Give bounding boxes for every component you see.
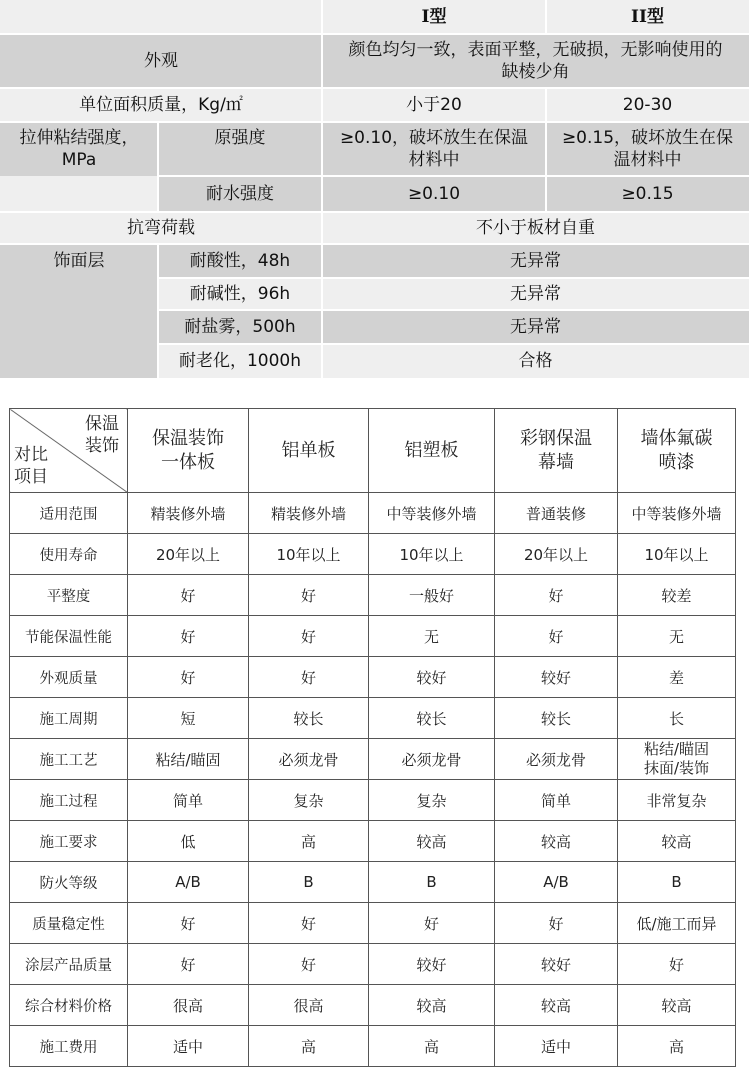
table-cell: 好 [369, 903, 495, 944]
column-header: 铝塑板 [369, 409, 495, 493]
comparison-table [9, 408, 736, 1067]
table-cell: 适中 [495, 1026, 618, 1067]
spec-tensile-blank [0, 176, 158, 212]
table-cell: 较长 [495, 698, 618, 739]
spec-grid-line [321, 0, 323, 378]
row-label: 平整度 [10, 575, 128, 616]
table-cell: 10年以上 [249, 534, 369, 575]
spec-header-type1: I型 [322, 0, 546, 34]
spec-tensile-label: 拉伸粘结强度，MPa [0, 122, 158, 176]
row-label: 适用范围 [10, 493, 128, 534]
spec-bending-value: 不小于板材自重 [322, 212, 749, 244]
spec-grid-line [158, 277, 749, 279]
spec-finish-label: 饰面层 [0, 244, 158, 378]
table-cell: A/B [495, 862, 618, 903]
spec-appearance-label: 外观 [0, 34, 322, 88]
corner-bottom-left-label: 对比 项目 [14, 445, 48, 487]
spec-finish-row-value: 无异常 [322, 278, 749, 310]
table-cell: B [618, 862, 736, 903]
spec-mass-type2: 20-30 [546, 88, 749, 122]
table-cell: 20年以上 [495, 534, 618, 575]
table-cell: B [249, 862, 369, 903]
spec-grid-line [158, 175, 749, 177]
spec-grid-line [157, 244, 159, 378]
spec-grid-line [545, 0, 547, 34]
table-cell: 长 [618, 698, 736, 739]
table-cell: 无 [369, 616, 495, 657]
table-row [10, 493, 736, 534]
table-row [10, 657, 736, 698]
table-cell: 低 [128, 821, 249, 862]
table-cell: 20年以上 [128, 534, 249, 575]
table-cell: 粘结/瞄固 [128, 739, 249, 780]
table-row [10, 903, 736, 944]
table-cell: 必须龙骨 [369, 739, 495, 780]
table-cell: 较好 [369, 944, 495, 985]
spec-tensile-original-type2: ≥0.15，破坏放生在保温材料中 [546, 122, 749, 176]
spec-finish-row-label: 耐盐雾，500h [158, 310, 322, 344]
spec-water-type2: ≥0.15 [546, 176, 749, 212]
spec-finish-row-value: 合格 [322, 344, 749, 378]
table-cell: 中等装修外墙 [369, 493, 495, 534]
table-cell: 简单 [128, 780, 249, 821]
table-cell: 无 [618, 616, 736, 657]
table-cell: 很高 [249, 985, 369, 1026]
table-row [10, 616, 736, 657]
table-cell: 较高 [618, 821, 736, 862]
row-label: 施工过程 [10, 780, 128, 821]
table-cell: 必须龙骨 [495, 739, 618, 780]
table-cell: 高 [618, 1026, 736, 1067]
table-cell: 复杂 [369, 780, 495, 821]
table-cell: 适中 [128, 1026, 249, 1067]
spec-finish-row-label: 耐老化，1000h [158, 344, 322, 378]
table-cell: 较高 [369, 985, 495, 1026]
table-cell: 好 [128, 657, 249, 698]
spec-finish-row-label: 耐碱性，96h [158, 278, 322, 310]
spec-finish-row-value: 无异常 [322, 244, 749, 278]
table-row [10, 821, 736, 862]
table-cell: 好 [495, 616, 618, 657]
table-cell: 较高 [495, 821, 618, 862]
table-cell: 好 [618, 944, 736, 985]
row-label: 涂层产品质量 [10, 944, 128, 985]
row-label: 施工费用 [10, 1026, 128, 1067]
spec-grid-line [158, 343, 749, 345]
table-cell: 好 [128, 575, 249, 616]
spec-grid-line [0, 33, 749, 35]
spec-appearance-value: 颜色均匀一致，表面平整，无破损，无影响使用的缺棱少角 [322, 34, 749, 88]
row-label: 施工工艺 [10, 739, 128, 780]
table-cell: 10年以上 [369, 534, 495, 575]
table-cell: 高 [369, 1026, 495, 1067]
spec-grid-line [158, 309, 749, 311]
column-header: 保温装饰 一体板 [128, 409, 249, 493]
table-cell: 好 [249, 944, 369, 985]
table-cell: 较好 [495, 657, 618, 698]
row-label: 外观质量 [10, 657, 128, 698]
table-cell: 较长 [249, 698, 369, 739]
table-cell: 好 [249, 575, 369, 616]
table-cell: 好 [495, 575, 618, 616]
spec-grid-line [545, 88, 547, 212]
spec-grid-line [0, 243, 749, 245]
table-cell: 较高 [369, 821, 495, 862]
spec-tensile-original-type1: ≥0.10，破坏放生在保温材料中 [322, 122, 546, 176]
table-cell: 好 [249, 903, 369, 944]
column-header: 铝单板 [249, 409, 369, 493]
corner-cell [10, 409, 128, 493]
spec-mass-label: 单位面积质量，Kg/㎡ [0, 88, 322, 122]
table-cell: 好 [128, 616, 249, 657]
table-cell: 较高 [495, 985, 618, 1026]
table-cell: 低/施工而异 [618, 903, 736, 944]
table-cell: 较好 [369, 657, 495, 698]
table-row [10, 862, 736, 903]
table-cell: 好 [249, 657, 369, 698]
table-row [10, 575, 736, 616]
table-row [10, 739, 736, 780]
spec-grid-line [157, 122, 159, 212]
table-cell: 高 [249, 1026, 369, 1067]
table-cell: 好 [128, 903, 249, 944]
spec-grid-line [0, 211, 749, 213]
table-cell: 粘结/瞄固 抹面/装饰 [618, 739, 736, 780]
row-label: 综合材料价格 [10, 985, 128, 1026]
table-cell: 复杂 [249, 780, 369, 821]
table-cell: 较长 [369, 698, 495, 739]
comparison-body [10, 493, 736, 1067]
table-row [10, 944, 736, 985]
spec-mass-type1: 小于20 [322, 88, 546, 122]
spec-grid-line [0, 121, 749, 123]
spec-water-label: 耐水强度 [158, 176, 322, 212]
table-cell: 好 [128, 944, 249, 985]
table-cell: A/B [128, 862, 249, 903]
table-cell: 必须龙骨 [249, 739, 369, 780]
table-cell: 中等装修外墙 [618, 493, 736, 534]
corner-top-right-label: 保温 装饰 [85, 414, 119, 456]
table-cell: 较好 [495, 944, 618, 985]
table-cell: 好 [249, 616, 369, 657]
table-cell: 好 [495, 903, 618, 944]
table-row [10, 534, 736, 575]
spec-finish-row-label: 耐酸性，48h [158, 244, 322, 278]
column-header: 墙体氟碳 喷漆 [618, 409, 736, 493]
spec-finish-row-value: 无异常 [322, 310, 749, 344]
table-cell: 精装修外墙 [128, 493, 249, 534]
table-row [10, 1026, 736, 1067]
table-cell: 短 [128, 698, 249, 739]
spec-table [0, 0, 749, 378]
table-cell: 较高 [618, 985, 736, 1026]
table-cell: 差 [618, 657, 736, 698]
row-label: 节能保温性能 [10, 616, 128, 657]
spec-header-blank [0, 0, 322, 34]
spec-water-type1: ≥0.10 [322, 176, 546, 212]
table-row [10, 780, 736, 821]
column-header: 彩钢保温 幕墙 [495, 409, 618, 493]
spec-grid-line [0, 87, 749, 89]
spec-header-type2: II型 [546, 0, 749, 34]
spec-bending-label: 抗弯荷载 [0, 212, 322, 244]
table-cell: B [369, 862, 495, 903]
row-label: 质量稳定性 [10, 903, 128, 944]
table-row [10, 985, 736, 1026]
row-label: 施工周期 [10, 698, 128, 739]
comparison-header-row [10, 409, 736, 493]
table-cell: 精装修外墙 [249, 493, 369, 534]
row-label: 防火等级 [10, 862, 128, 903]
table-cell: 较差 [618, 575, 736, 616]
table-cell: 简单 [495, 780, 618, 821]
table-cell: 普通装修 [495, 493, 618, 534]
spec-tensile-original-label: 原强度 [158, 122, 322, 176]
table-cell: 很高 [128, 985, 249, 1026]
table-cell: 非常复杂 [618, 780, 736, 821]
table-cell: 高 [249, 821, 369, 862]
table-cell: 10年以上 [618, 534, 736, 575]
table-row [10, 698, 736, 739]
table-cell: 一般好 [369, 575, 495, 616]
row-label: 使用寿命 [10, 534, 128, 575]
row-label: 施工要求 [10, 821, 128, 862]
